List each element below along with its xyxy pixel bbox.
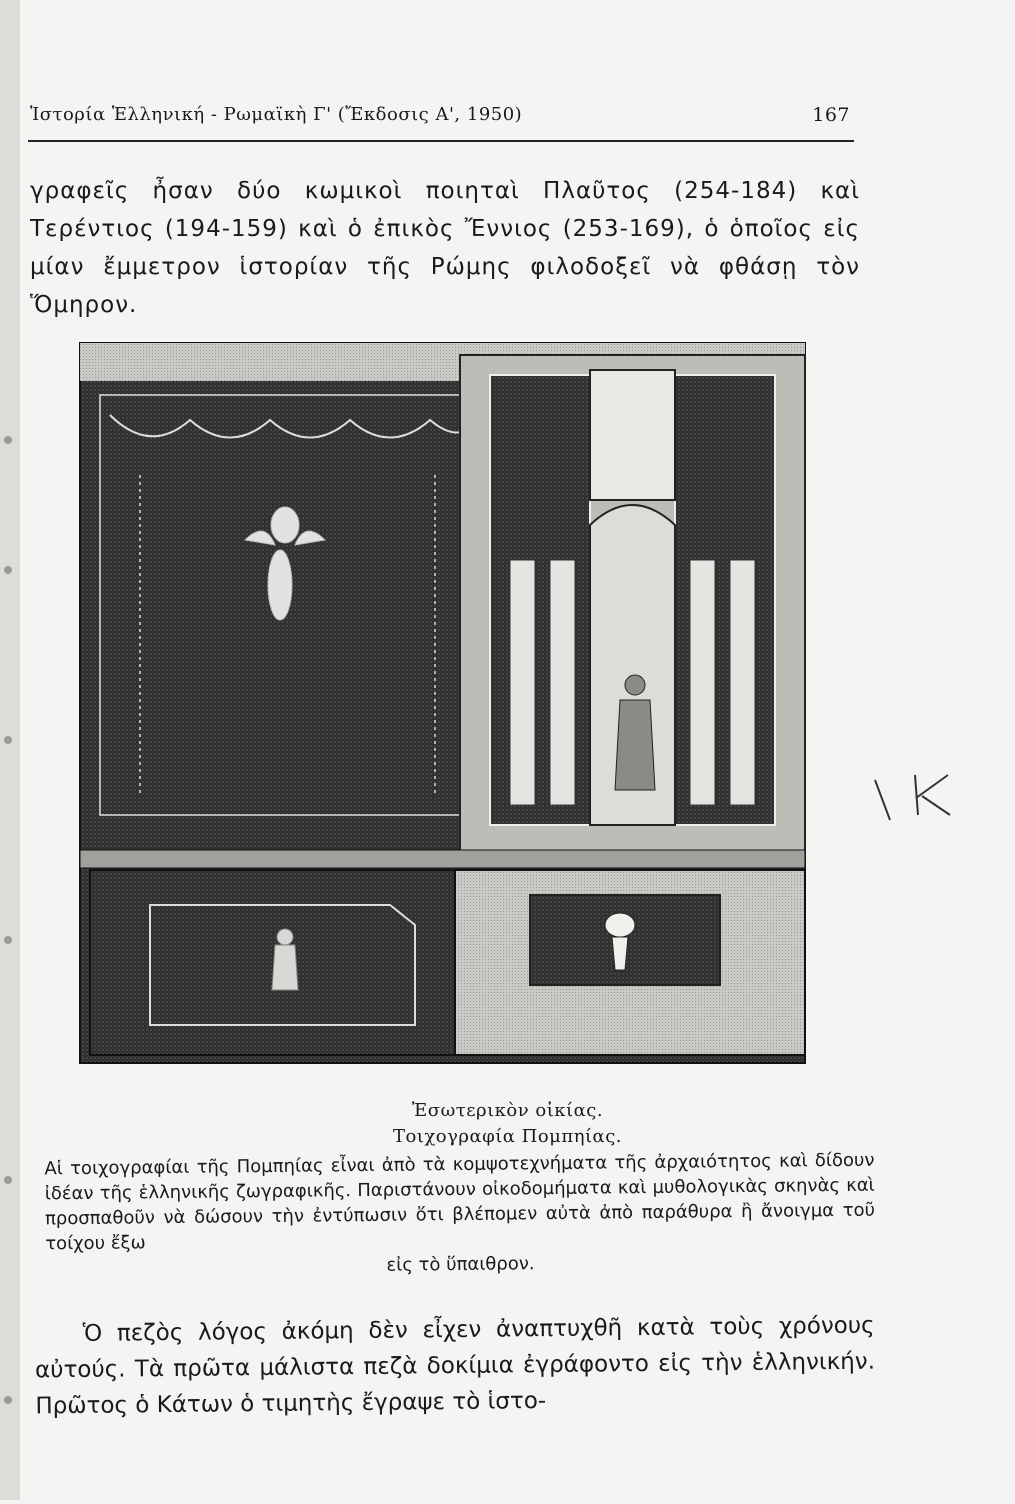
paragraph-bottom: [34, 1308, 875, 1425]
fresco-illustration: [70, 325, 825, 1077]
figure-caption-subtitle: Τοιχογραφία Πομπηίας.: [392, 1126, 623, 1147]
caption-text-last: εἰς τὸ ὕπαιθρον.: [386, 1253, 535, 1276]
running-header: [30, 104, 850, 125]
handwritten-margin-note: [870, 770, 960, 830]
caption-text-main: Αἱ τοιχογραφίαι τῆς Πομπηίας εἶναι ἀπὸ τὰ κομψοτεχνήματα τῆς ἀρχαιότητος καὶ δίδουν ἰδέαν τῆς ἑλληνικῆς ζωγραφικῆς. Παριστάνουν οἰκοδομήματα καὶ μυθολογικὰς σκηνὰς καὶ προσπαθοῦν νὰ δώσουν τὴν ἐντύπωσιν ὅτι βλέπομεν αὐτὰ ἀπὸ παράθυρα ἢ ἄνοιγμα τοῦ τοίχου ἔξω: [44, 1149, 876, 1255]
figure-caption-text: [44, 1148, 875, 1282]
binding-edge: [0, 0, 20, 1500]
paragraph-bottom-text: Ὁ πεζὸς λόγος ἀκόμη δὲν εἶχεν ἀναπτυχθῆ κατὰ τοὺς χρόνους αὐτούς. Τὰ πρῶτα μάλιστα πεζὰ δοκίμια ἐγράφοντο εἰς τὴν ἑλληνικήν. Πρῶτος ὁ Κάτων ὁ τιμητὴς ἔγραψε τὸ ἱστο-: [34, 1312, 876, 1420]
header-rule: [28, 140, 854, 142]
figure-caption-title: Ἐσωτερικὸν οἰκίας.: [411, 1100, 604, 1121]
running-title: Ἱστορία Ἑλληνική - Ρωμαϊκὴ Γ' (Ἔκδοσις Α', 1950): [30, 104, 523, 125]
paragraph-top: γραφεῖς ἦσαν δύο κωμικοὶ ποιηταὶ Πλαῦτος (254-184) καὶ Τερέντιος (194-159) καὶ ὁ ἐπικὸς Ἔννιος (253-169), ὁ ὁποῖος εἰς μίαν ἔμμετρον ἱστορίαν τῆς Ρώμης φιλοδοξεῖ νὰ φθάσῃ τὸν Ὅμηρον.: [30, 178, 860, 318]
page-number: 167: [812, 104, 850, 126]
